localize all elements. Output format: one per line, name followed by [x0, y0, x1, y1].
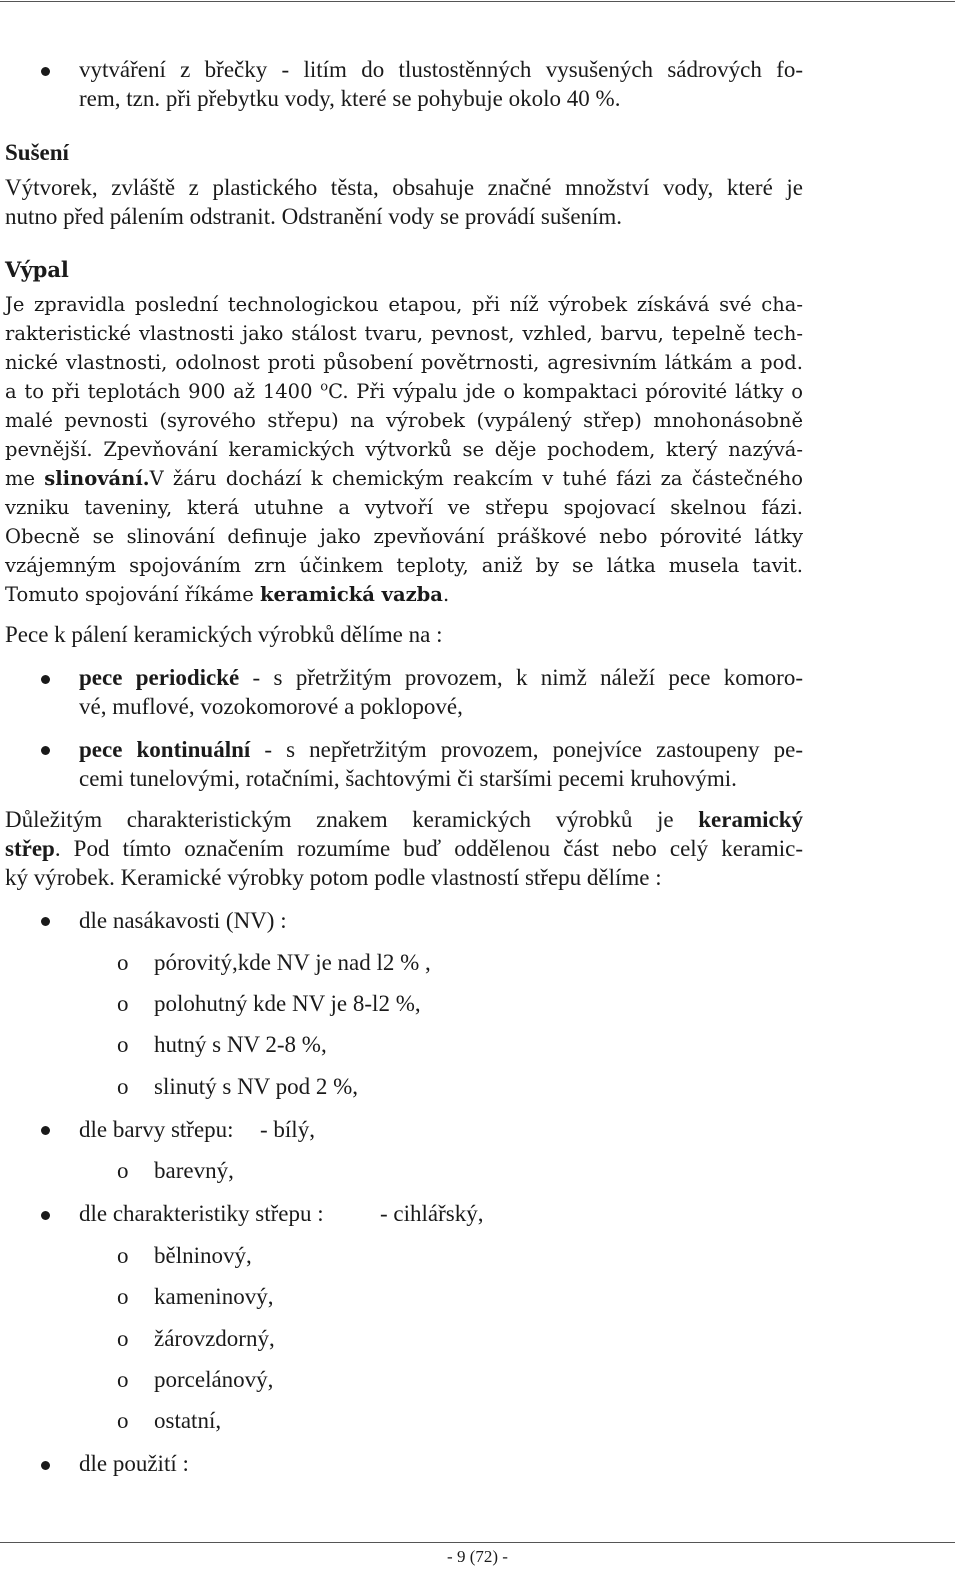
- text-run: V žáru dochází k chemickým reakcím v tuhé fázi za částečného: [149, 467, 803, 490]
- classification-first-item: - bílý,: [260, 1117, 315, 1142]
- bullet-dot: [41, 917, 50, 926]
- paragraph-line: pevnější. Zpevňování keramických výtvorků se děje pochodem, který nazývá-: [5, 438, 803, 461]
- bullet-dot: [41, 1211, 50, 1220]
- classification-label: dle charakteristiky střepu :: [79, 1201, 324, 1226]
- sub-item: žárovzdorný,: [154, 1326, 275, 1351]
- classification-label: dle nasákavosti (NV) :: [79, 908, 287, 933]
- sub-bullet-marker: o: [117, 1074, 129, 1099]
- paragraph-line: [5, 834, 803, 863]
- sub-bullet-marker: o: [117, 991, 129, 1016]
- paragraph-line: Je zpravidla poslední technologickou etapou, při níž výrobek získává své cha-: [5, 293, 803, 316]
- sub-bullet-marker: o: [117, 1032, 129, 1057]
- sub-item: hutný s NV 2-8 %,: [154, 1032, 327, 1057]
- paragraph-line: [5, 377, 803, 406]
- bullet-dot: [41, 746, 50, 755]
- text-run: Tomuto spojování říkáme: [5, 583, 260, 606]
- paragraph-line: malé pevnosti (syrového střepu) na výrobek (vypálený střep) mnohonásobně: [5, 409, 803, 432]
- bullet-text-line: vé, muflové, vozokomorové a poklopové,: [79, 694, 463, 719]
- term-periodic-kilns: pece periodické: [79, 665, 240, 690]
- paragraph-line: [5, 464, 803, 493]
- kilns-intro: Pece k pálení keramických výrobků dělíme na :: [5, 622, 443, 647]
- sub-item: pórovitý,kde NV je nad l2 % ,: [154, 950, 431, 975]
- term-ceramic-bond: keramická vazba: [259, 583, 443, 606]
- paragraph-line: Obecně se slinování definuje jako zpevňování práškové nebo pórovité látky: [5, 525, 803, 548]
- bullet-dot: [41, 1126, 50, 1135]
- sub-item: polohutný kde NV je 8-l2 %,: [154, 991, 421, 1016]
- paragraph-line: vzniku taveniny, která utuhne a vytvoří ve střepu spojovací skelnou fázi.: [5, 496, 803, 519]
- sub-bullet-marker: o: [117, 950, 129, 975]
- paragraph-line: [5, 580, 803, 609]
- text-run: C. Při výpalu jde o kompaktaci pórovité látky o: [328, 380, 803, 403]
- section-heading-firing: Výpal: [5, 257, 69, 282]
- sub-item: bělninový,: [154, 1243, 252, 1268]
- text-run: . Pod tímto označením rozumíme buď oddělenou část nebo celý keramic-: [54, 836, 803, 861]
- bullet-text-line: cemi tunelovými, rotačními, šachtovými či staršími pecemi kruhovými.: [79, 766, 737, 791]
- sub-item: ostatní,: [154, 1408, 222, 1433]
- term-continuous-kilns: pece kontinuální: [79, 737, 251, 762]
- classification-first-item: - cihlářský,: [380, 1201, 484, 1226]
- footer-rule: [0, 1542, 955, 1543]
- bullet-text-line: [79, 663, 803, 692]
- classification-label: dle použití :: [79, 1451, 189, 1476]
- classification-label: dle barvy střepu:: [79, 1117, 234, 1142]
- section-heading-drying: Sušení: [5, 140, 69, 165]
- bullet-dot: [41, 675, 50, 684]
- top-rule: [0, 1, 955, 2]
- text-run: a to při teplotách 900 až 1400: [5, 380, 321, 403]
- paragraph-line: nutno před pálením odstranit. Odstranění vody se provádí sušením.: [5, 204, 623, 229]
- paragraph-line: vzájemným spojováním zrn účinkem teploty, aniž by se látka musela tavit.: [5, 554, 803, 577]
- paragraph-line: ký výrobek. Keramické výrobky potom podle vlastností střepu dělíme :: [5, 865, 662, 890]
- text-run: me: [5, 467, 45, 490]
- sub-item: kameninový,: [154, 1284, 274, 1309]
- text-run: - s nepřetržitým provozem, ponejvíce zastoupeny pe-: [250, 737, 803, 762]
- paragraph-line: Výtvorek, zvláště z plastického těsta, obsahuje značné množství vody, které je: [5, 175, 803, 200]
- paragraph-line: rakteristické vlastnosti jako stálost tvaru, pevnost, vzhled, barvu, tepelně tech-: [5, 322, 803, 345]
- text-run: .: [442, 583, 450, 606]
- bullet-text-line: rem, tzn. při přebytku vody, které se pohybuje okolo 40 %.: [79, 86, 621, 111]
- sub-bullet-marker: o: [117, 1408, 129, 1433]
- sub-bullet-marker: o: [117, 1326, 129, 1351]
- sub-bullet-marker: o: [117, 1367, 129, 1392]
- text-run: - s přetržitým provozem, k nimž náleží pece komoro-: [239, 665, 803, 690]
- sub-bullet-marker: o: [117, 1284, 129, 1309]
- sub-item: slinutý s NV pod 2 %,: [154, 1074, 359, 1099]
- sub-item: porcelánový,: [154, 1367, 274, 1392]
- degree-mark: o: [320, 379, 329, 395]
- page-number: - 9 (72) -: [447, 1547, 508, 1566]
- term-ceramic-body: keramický: [698, 807, 803, 832]
- bullet-dot: [41, 1461, 50, 1470]
- sub-bullet-marker: o: [117, 1158, 129, 1183]
- term-ceramic-body: střep: [5, 836, 55, 861]
- bullet-text-line: vytváření z břečky - litím do tlustostěnných vysušených sádrových fo-: [79, 57, 803, 82]
- text-run: Důležitým charakteristickým znakem keramických výrobků je: [5, 807, 699, 832]
- term-sintering: slinování.: [44, 467, 150, 490]
- sub-bullet-marker: o: [117, 1243, 129, 1268]
- sub-item: barevný,: [154, 1158, 234, 1183]
- bullet-text-line: [79, 735, 803, 764]
- bullet-dot: [41, 67, 50, 76]
- paragraph-line: nické vlastnosti, odolnost proti působení povětrnosti, agresivním látkám a pod.: [5, 351, 803, 374]
- paragraph-line: [5, 805, 803, 834]
